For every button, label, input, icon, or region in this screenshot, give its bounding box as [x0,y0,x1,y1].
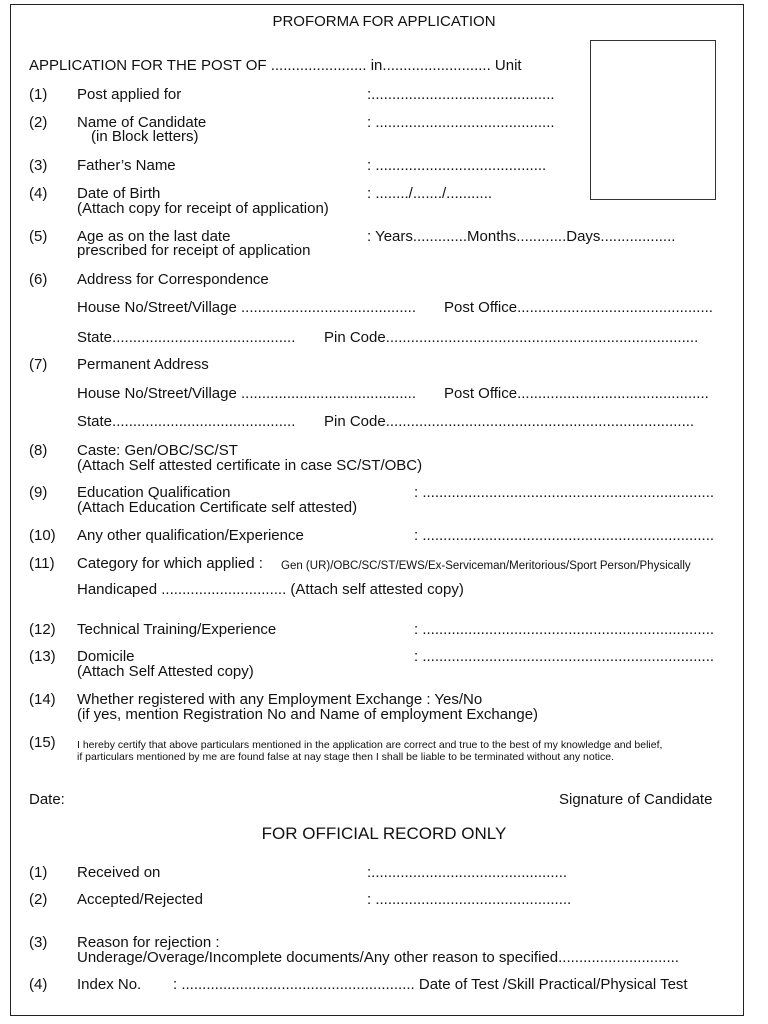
item-label: Category for which applied : [77,555,263,572]
item-label: Domicile [77,648,135,665]
item-number: (15) [29,734,56,751]
address-house-field: House No/Street/Village .......................................... [77,299,417,316]
item-number: (1) [29,86,48,103]
item-blank: : ........................................... [367,114,555,131]
item-label: Date of Birth [77,185,161,202]
item-number: (10) [29,527,56,544]
item-blank: :............................................... [367,864,568,881]
official-record-title: FOR OFFICIAL RECORD ONLY [261,824,507,843]
item-blank: : ...................................................................... [414,484,715,501]
post-line: APPLICATION FOR THE POST OF ....................... in.......................... Unit [29,57,522,74]
item-label: Index No. [77,976,142,993]
item-label: Whether registered with any Employment Exchange : Yes/No [77,691,483,708]
item-number: (11) [29,555,55,572]
date-label: Date: [29,791,65,808]
item-number: (14) [29,691,56,708]
item-label: Father’s Name [77,157,176,174]
item-number: (3) [29,934,48,951]
declaration-line: I hereby certify that above particulars mentioned in the application are correct and true to the best of my knowledge and belief, [77,739,663,751]
item-number: (13) [29,648,56,665]
item-label: Received on [77,864,161,881]
address-pin-field: Pin Code........................................................................... [324,329,699,346]
item-label: Reason for rejection : [77,934,220,951]
item-label: Accepted/Rejected [77,891,203,908]
item-blank: : ...................................................................... [414,527,715,544]
item-blank: : ......../......./........... [367,185,493,202]
item-blank: : ........................................................ Date of Test /Skill Practical/Physical Test [173,976,688,993]
item-number: (2) [29,891,48,908]
permanent-house-field: House No/Street/Village .......................................... [77,385,417,402]
item-blank: : ...................................................................... [414,621,715,638]
item-sublabel: (in Block letters) [91,128,199,145]
declaration-line: if particulars mentioned by me are found false at nay stage then I shall be liable to be terminated without any notice. [77,751,614,763]
item-sublabel: (Attach Self attested certificate in case SC/ST/OBC) [77,457,423,474]
item-label: Technical Training/Experience [77,621,277,638]
permanent-state-field: State............................................ [77,413,296,430]
item-number: (8) [29,442,48,459]
permanent-pin-field: Pin Code.......................................................................... [324,413,695,430]
address-post-office-field: Post Office............................................... [444,299,713,316]
photo-box [590,40,716,200]
signature-label: Signature of Candidate [559,791,713,808]
address-state-field: State............................................ [77,329,296,346]
item-label: Caste: Gen/OBC/SC/ST [77,442,238,459]
item-number: (5) [29,228,48,245]
item-label: Age as on the last date [77,228,231,245]
form-title: PROFORMA FOR APPLICATION [272,13,496,30]
item-label: Post applied for [77,86,182,103]
item-label: Education Qualification [77,484,231,501]
item-number: (2) [29,114,48,131]
item-label: Name of Candidate [77,114,207,131]
item-blank: :............................................ [367,86,555,103]
item-sublabel: prescribed for receipt of application [77,242,311,259]
item-sublabel: (if yes, mention Registration No and Name of employment Exchange) [77,706,539,723]
item-blank: : ............................................... [367,891,572,908]
item-blank: : ...................................................................... [414,648,715,665]
item-number: (1) [29,864,48,881]
item-label: Any other qualification/Experience [77,527,304,544]
category-options: Gen (UR)/OBC/SC/ST/EWS/Ex-Serviceman/Meritorious/Sport Person/Physically [281,560,691,572]
item-blank: : Years.............Months............Days.................. [367,228,676,245]
item-number: (3) [29,157,48,174]
item-sublabel: (Attach Self Attested copy) [77,663,254,680]
item-number: (12) [29,621,56,638]
item-number: (4) [29,185,48,202]
item-number: (4) [29,976,48,993]
item-number: (6) [29,271,48,288]
item-number: (7) [29,356,48,373]
item-sublabel: Underage/Overage/Incomplete documents/Any other reason to specified............................. [77,949,679,966]
item-blank: : ......................................... [367,157,547,174]
item-sublabel: (Attach copy for receipt of application) [77,200,329,217]
item-number: (9) [29,484,48,501]
category-line2: Handicaped .............................. (Attach self attested copy) [77,581,464,598]
permanent-post-office-field: Post Office.............................................. [444,385,709,402]
item-label: Address for Correspondence [77,271,269,288]
item-label: Permanent Address [77,356,209,373]
item-sublabel: (Attach Education Certificate self attested) [77,499,358,516]
